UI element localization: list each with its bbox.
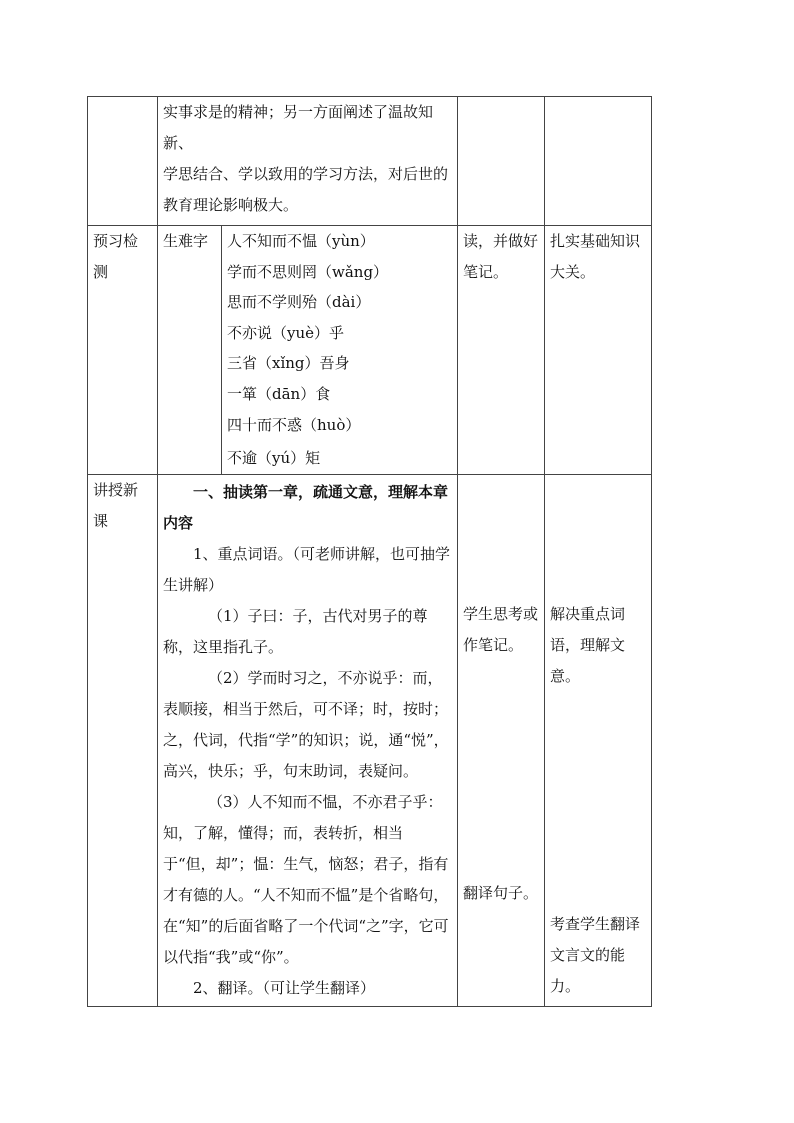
explanation-item: （3）人不知而不愠，不亦君子乎：知，了解，懂得；而，表转折，相当于“但，却”；愠：生气，恼怒；君子，指有才有德的人。“人不知而不愠”是个省略句，在“知”的后面省略了一个代词“之”字，它可以代指“我”或“你”。 — [163, 793, 449, 966]
vocab-item: 人不知而不愠（yùn） — [227, 232, 375, 250]
table-row-continuation — [88, 97, 652, 226]
content-line: 实事求是的精神；另一方面阐述了温故知新、 — [163, 103, 434, 152]
content-cell — [158, 97, 458, 226]
student-activity-cell — [458, 475, 545, 1007]
table-row-new-lesson — [88, 475, 652, 1007]
design-intent-text: 解决重点词语，理解文意。 — [550, 605, 626, 685]
design-intent-text: 考查学生翻译文言文的能力。 — [550, 915, 641, 995]
vocabulary-list — [222, 226, 458, 475]
subsection-label: 生难字 — [158, 226, 222, 475]
lesson-content-cell — [158, 475, 458, 1007]
translation-point: 2、翻译。（可让学生翻译） — [193, 979, 376, 997]
vocab-item: 三省（xǐng）吾身 — [227, 354, 350, 373]
student-activity-cell — [458, 97, 545, 226]
design-intent-cell — [545, 97, 652, 226]
vocab-item: 一箪（dān）食 — [227, 384, 331, 403]
section-label: 预习检测 — [88, 226, 158, 475]
key-words-point: 1、重点词语。（可老师讲解，也可抽学生讲解） — [163, 545, 451, 594]
content-line: 教育理论影响极大。 — [163, 196, 299, 214]
explanation-item: （1）子曰：子，古代对男子的尊称，这里指孔子。 — [163, 607, 428, 656]
section-cell-empty — [88, 97, 158, 226]
vocab-item: 不逾（yú）矩 — [227, 449, 321, 468]
design-intent-text: 扎实基础知识大关。 — [545, 226, 652, 475]
vocab-item: 不亦说（yuè）乎 — [227, 323, 345, 342]
content-line: 学思结合、学以致用的学习方法，对后世的 — [163, 165, 449, 183]
lesson-plan-table — [87, 96, 652, 1007]
student-activity-text: 学生思考或作笔记。 — [463, 605, 539, 654]
design-intent-cell — [545, 475, 652, 1007]
explanation-item: （2）学而时习之，不亦说乎：而，表顺接，相当于然后，可不译；时，按时；之，代词，代指“学”的知识；说，通“悦”，高兴，快乐；乎，句末助词，表疑问。 — [163, 669, 449, 780]
lesson-heading: 一、抽读第一章，疏通文意，理解本章内容 — [163, 483, 449, 532]
section-label: 讲授新课 — [88, 475, 158, 1007]
student-activity-text: 读，并做好笔记。 — [458, 226, 545, 475]
table-row-preview — [88, 226, 652, 475]
vocab-item: 学而不思则罔（wǎng） — [227, 262, 389, 281]
student-activity-text: 翻译句子。 — [463, 884, 539, 902]
vocab-item: 思而不学则殆（dài） — [227, 293, 371, 312]
vocab-item: 四十而不惑（huò） — [227, 415, 361, 434]
